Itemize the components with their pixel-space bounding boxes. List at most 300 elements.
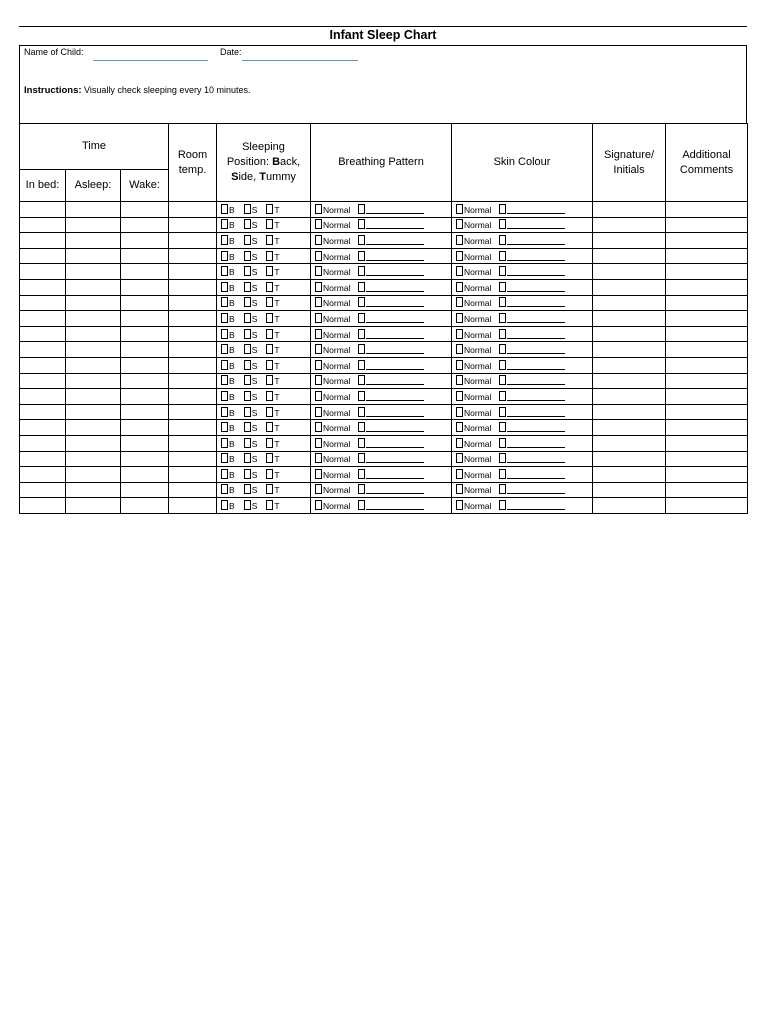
back-checkbox[interactable] (221, 219, 228, 229)
comments-cell[interactable] (666, 498, 748, 514)
signature-cell[interactable] (593, 420, 666, 436)
room-temp-cell[interactable] (169, 357, 217, 373)
breathing-other-checkbox[interactable] (358, 500, 365, 510)
room-temp-cell[interactable] (169, 295, 217, 311)
room-temp-cell[interactable] (169, 264, 217, 280)
skin-other-checkbox[interactable] (499, 500, 506, 510)
wake-cell[interactable] (121, 326, 169, 342)
wake-cell[interactable] (121, 435, 169, 451)
signature-cell[interactable] (593, 233, 666, 249)
signature-cell[interactable] (593, 482, 666, 498)
side-checkbox[interactable] (244, 500, 251, 510)
comments-cell[interactable] (666, 248, 748, 264)
room-temp-cell[interactable] (169, 373, 217, 389)
breathing-other-field[interactable] (366, 346, 424, 354)
side-checkbox[interactable] (244, 219, 251, 229)
breathing-other-field[interactable] (366, 362, 424, 370)
in-bed-cell[interactable] (20, 264, 66, 280)
skin-other-field[interactable] (507, 471, 565, 479)
breathing-other-checkbox[interactable] (358, 453, 365, 463)
in-bed-cell[interactable] (20, 279, 66, 295)
breathing-other-field[interactable] (366, 440, 424, 448)
skin-other-checkbox[interactable] (499, 329, 506, 339)
comments-cell[interactable] (666, 357, 748, 373)
signature-cell[interactable] (593, 435, 666, 451)
skin-other-checkbox[interactable] (499, 204, 506, 214)
wake-cell[interactable] (121, 498, 169, 514)
comments-cell[interactable] (666, 467, 748, 483)
tummy-checkbox[interactable] (266, 484, 273, 494)
asleep-cell[interactable] (66, 451, 121, 467)
tummy-checkbox[interactable] (266, 219, 273, 229)
in-bed-cell[interactable] (20, 451, 66, 467)
wake-cell[interactable] (121, 264, 169, 280)
breathing-other-field[interactable] (366, 502, 424, 510)
skin-other-field[interactable] (507, 377, 565, 385)
side-checkbox[interactable] (244, 391, 251, 401)
breathing-other-checkbox[interactable] (358, 375, 365, 385)
asleep-cell[interactable] (66, 233, 121, 249)
side-checkbox[interactable] (244, 453, 251, 463)
room-temp-cell[interactable] (169, 404, 217, 420)
skin-other-checkbox[interactable] (499, 360, 506, 370)
comments-cell[interactable] (666, 295, 748, 311)
side-checkbox[interactable] (244, 329, 251, 339)
asleep-cell[interactable] (66, 482, 121, 498)
comments-cell[interactable] (666, 451, 748, 467)
breathing-other-checkbox[interactable] (358, 235, 365, 245)
skin-normal-checkbox[interactable] (456, 282, 463, 292)
signature-cell[interactable] (593, 311, 666, 327)
breathing-other-field[interactable] (366, 268, 424, 276)
signature-cell[interactable] (593, 295, 666, 311)
back-checkbox[interactable] (221, 344, 228, 354)
breathing-other-checkbox[interactable] (358, 282, 365, 292)
breathing-other-checkbox[interactable] (358, 251, 365, 261)
comments-cell[interactable] (666, 279, 748, 295)
breathing-normal-checkbox[interactable] (315, 422, 322, 432)
comments-cell[interactable] (666, 435, 748, 451)
room-temp-cell[interactable] (169, 217, 217, 233)
signature-cell[interactable] (593, 202, 666, 218)
asleep-cell[interactable] (66, 264, 121, 280)
back-checkbox[interactable] (221, 407, 228, 417)
back-checkbox[interactable] (221, 422, 228, 432)
signature-cell[interactable] (593, 373, 666, 389)
asleep-cell[interactable] (66, 498, 121, 514)
comments-cell[interactable] (666, 311, 748, 327)
comments-cell[interactable] (666, 373, 748, 389)
skin-other-checkbox[interactable] (499, 282, 506, 292)
breathing-other-field[interactable] (366, 455, 424, 463)
side-checkbox[interactable] (244, 469, 251, 479)
wake-cell[interactable] (121, 389, 169, 405)
back-checkbox[interactable] (221, 282, 228, 292)
tummy-checkbox[interactable] (266, 313, 273, 323)
skin-normal-checkbox[interactable] (456, 344, 463, 354)
side-checkbox[interactable] (244, 407, 251, 417)
wake-cell[interactable] (121, 233, 169, 249)
skin-normal-checkbox[interactable] (456, 500, 463, 510)
skin-other-checkbox[interactable] (499, 375, 506, 385)
in-bed-cell[interactable] (20, 467, 66, 483)
breathing-other-field[interactable] (366, 299, 424, 307)
breathing-other-checkbox[interactable] (358, 438, 365, 448)
wake-cell[interactable] (121, 342, 169, 358)
room-temp-cell[interactable] (169, 326, 217, 342)
breathing-other-field[interactable] (366, 237, 424, 245)
breathing-normal-checkbox[interactable] (315, 251, 322, 261)
breathing-other-checkbox[interactable] (358, 297, 365, 307)
tummy-checkbox[interactable] (266, 500, 273, 510)
in-bed-cell[interactable] (20, 342, 66, 358)
skin-other-checkbox[interactable] (499, 251, 506, 261)
breathing-other-checkbox[interactable] (358, 484, 365, 494)
room-temp-cell[interactable] (169, 498, 217, 514)
breathing-other-field[interactable] (366, 315, 424, 323)
breathing-other-field[interactable] (366, 331, 424, 339)
skin-normal-checkbox[interactable] (456, 297, 463, 307)
comments-cell[interactable] (666, 389, 748, 405)
tummy-checkbox[interactable] (266, 235, 273, 245)
breathing-other-checkbox[interactable] (358, 360, 365, 370)
skin-other-checkbox[interactable] (499, 235, 506, 245)
breathing-other-field[interactable] (366, 424, 424, 432)
wake-cell[interactable] (121, 482, 169, 498)
back-checkbox[interactable] (221, 391, 228, 401)
skin-normal-checkbox[interactable] (456, 469, 463, 479)
wake-cell[interactable] (121, 279, 169, 295)
skin-other-field[interactable] (507, 253, 565, 261)
back-checkbox[interactable] (221, 297, 228, 307)
skin-other-checkbox[interactable] (499, 484, 506, 494)
signature-cell[interactable] (593, 404, 666, 420)
skin-other-field[interactable] (507, 268, 565, 276)
in-bed-cell[interactable] (20, 482, 66, 498)
tummy-checkbox[interactable] (266, 422, 273, 432)
in-bed-cell[interactable] (20, 233, 66, 249)
asleep-cell[interactable] (66, 420, 121, 436)
tummy-checkbox[interactable] (266, 297, 273, 307)
in-bed-cell[interactable] (20, 404, 66, 420)
skin-other-field[interactable] (507, 315, 565, 323)
skin-other-field[interactable] (507, 284, 565, 292)
wake-cell[interactable] (121, 420, 169, 436)
breathing-other-field[interactable] (366, 471, 424, 479)
breathing-normal-checkbox[interactable] (315, 204, 322, 214)
skin-other-field[interactable] (507, 331, 565, 339)
signature-cell[interactable] (593, 248, 666, 264)
skin-other-checkbox[interactable] (499, 407, 506, 417)
room-temp-cell[interactable] (169, 342, 217, 358)
breathing-other-field[interactable] (366, 221, 424, 229)
in-bed-cell[interactable] (20, 248, 66, 264)
breathing-normal-checkbox[interactable] (315, 282, 322, 292)
room-temp-cell[interactable] (169, 435, 217, 451)
wake-cell[interactable] (121, 217, 169, 233)
skin-normal-checkbox[interactable] (456, 266, 463, 276)
skin-other-field[interactable] (507, 486, 565, 494)
comments-cell[interactable] (666, 217, 748, 233)
date-field[interactable] (242, 60, 358, 61)
comments-cell[interactable] (666, 233, 748, 249)
breathing-normal-checkbox[interactable] (315, 484, 322, 494)
breathing-normal-checkbox[interactable] (315, 266, 322, 276)
breathing-other-field[interactable] (366, 253, 424, 261)
back-checkbox[interactable] (221, 251, 228, 261)
side-checkbox[interactable] (244, 422, 251, 432)
breathing-normal-checkbox[interactable] (315, 329, 322, 339)
breathing-normal-checkbox[interactable] (315, 469, 322, 479)
skin-normal-checkbox[interactable] (456, 235, 463, 245)
in-bed-cell[interactable] (20, 498, 66, 514)
side-checkbox[interactable] (244, 282, 251, 292)
breathing-other-checkbox[interactable] (358, 344, 365, 354)
back-checkbox[interactable] (221, 329, 228, 339)
breathing-other-field[interactable] (366, 284, 424, 292)
tummy-checkbox[interactable] (266, 344, 273, 354)
in-bed-cell[interactable] (20, 389, 66, 405)
breathing-other-field[interactable] (366, 206, 424, 214)
comments-cell[interactable] (666, 420, 748, 436)
back-checkbox[interactable] (221, 313, 228, 323)
skin-normal-checkbox[interactable] (456, 329, 463, 339)
comments-cell[interactable] (666, 264, 748, 280)
asleep-cell[interactable] (66, 248, 121, 264)
in-bed-cell[interactable] (20, 357, 66, 373)
back-checkbox[interactable] (221, 438, 228, 448)
back-checkbox[interactable] (221, 453, 228, 463)
tummy-checkbox[interactable] (266, 329, 273, 339)
skin-other-field[interactable] (507, 362, 565, 370)
tummy-checkbox[interactable] (266, 469, 273, 479)
breathing-other-checkbox[interactable] (358, 329, 365, 339)
in-bed-cell[interactable] (20, 373, 66, 389)
skin-other-checkbox[interactable] (499, 344, 506, 354)
skin-normal-checkbox[interactable] (456, 219, 463, 229)
room-temp-cell[interactable] (169, 451, 217, 467)
skin-normal-checkbox[interactable] (456, 313, 463, 323)
tummy-checkbox[interactable] (266, 438, 273, 448)
skin-normal-checkbox[interactable] (456, 422, 463, 432)
skin-other-checkbox[interactable] (499, 391, 506, 401)
breathing-normal-checkbox[interactable] (315, 297, 322, 307)
back-checkbox[interactable] (221, 469, 228, 479)
asleep-cell[interactable] (66, 373, 121, 389)
asleep-cell[interactable] (66, 357, 121, 373)
asleep-cell[interactable] (66, 404, 121, 420)
skin-normal-checkbox[interactable] (456, 484, 463, 494)
asleep-cell[interactable] (66, 326, 121, 342)
room-temp-cell[interactable] (169, 482, 217, 498)
skin-other-field[interactable] (507, 393, 565, 401)
breathing-other-checkbox[interactable] (358, 469, 365, 479)
room-temp-cell[interactable] (169, 389, 217, 405)
breathing-other-field[interactable] (366, 486, 424, 494)
tummy-checkbox[interactable] (266, 266, 273, 276)
tummy-checkbox[interactable] (266, 453, 273, 463)
room-temp-cell[interactable] (169, 467, 217, 483)
in-bed-cell[interactable] (20, 311, 66, 327)
skin-other-checkbox[interactable] (499, 422, 506, 432)
signature-cell[interactable] (593, 217, 666, 233)
tummy-checkbox[interactable] (266, 407, 273, 417)
wake-cell[interactable] (121, 311, 169, 327)
in-bed-cell[interactable] (20, 326, 66, 342)
tummy-checkbox[interactable] (266, 360, 273, 370)
breathing-other-checkbox[interactable] (358, 407, 365, 417)
skin-normal-checkbox[interactable] (456, 375, 463, 385)
skin-normal-checkbox[interactable] (456, 407, 463, 417)
room-temp-cell[interactable] (169, 279, 217, 295)
side-checkbox[interactable] (244, 235, 251, 245)
tummy-checkbox[interactable] (266, 391, 273, 401)
asleep-cell[interactable] (66, 467, 121, 483)
asleep-cell[interactable] (66, 389, 121, 405)
signature-cell[interactable] (593, 498, 666, 514)
skin-other-field[interactable] (507, 237, 565, 245)
asleep-cell[interactable] (66, 202, 121, 218)
side-checkbox[interactable] (244, 266, 251, 276)
signature-cell[interactable] (593, 342, 666, 358)
breathing-normal-checkbox[interactable] (315, 438, 322, 448)
asleep-cell[interactable] (66, 342, 121, 358)
breathing-normal-checkbox[interactable] (315, 344, 322, 354)
wake-cell[interactable] (121, 202, 169, 218)
breathing-other-checkbox[interactable] (358, 391, 365, 401)
skin-normal-checkbox[interactable] (456, 391, 463, 401)
in-bed-cell[interactable] (20, 435, 66, 451)
tummy-checkbox[interactable] (266, 251, 273, 261)
room-temp-cell[interactable] (169, 311, 217, 327)
breathing-normal-checkbox[interactable] (315, 313, 322, 323)
wake-cell[interactable] (121, 467, 169, 483)
signature-cell[interactable] (593, 451, 666, 467)
name-of-child-field[interactable] (93, 60, 208, 61)
back-checkbox[interactable] (221, 484, 228, 494)
wake-cell[interactable] (121, 451, 169, 467)
room-temp-cell[interactable] (169, 248, 217, 264)
skin-normal-checkbox[interactable] (456, 204, 463, 214)
side-checkbox[interactable] (244, 360, 251, 370)
skin-other-checkbox[interactable] (499, 469, 506, 479)
skin-other-field[interactable] (507, 424, 565, 432)
side-checkbox[interactable] (244, 251, 251, 261)
skin-other-checkbox[interactable] (499, 297, 506, 307)
room-temp-cell[interactable] (169, 420, 217, 436)
breathing-other-checkbox[interactable] (358, 266, 365, 276)
skin-other-field[interactable] (507, 440, 565, 448)
breathing-other-field[interactable] (366, 409, 424, 417)
room-temp-cell[interactable] (169, 233, 217, 249)
back-checkbox[interactable] (221, 500, 228, 510)
breathing-other-field[interactable] (366, 393, 424, 401)
signature-cell[interactable] (593, 264, 666, 280)
skin-other-field[interactable] (507, 502, 565, 510)
asleep-cell[interactable] (66, 279, 121, 295)
breathing-normal-checkbox[interactable] (315, 360, 322, 370)
side-checkbox[interactable] (244, 484, 251, 494)
skin-other-field[interactable] (507, 455, 565, 463)
wake-cell[interactable] (121, 295, 169, 311)
skin-normal-checkbox[interactable] (456, 453, 463, 463)
tummy-checkbox[interactable] (266, 282, 273, 292)
side-checkbox[interactable] (244, 438, 251, 448)
signature-cell[interactable] (593, 389, 666, 405)
side-checkbox[interactable] (244, 204, 251, 214)
breathing-normal-checkbox[interactable] (315, 391, 322, 401)
breathing-other-field[interactable] (366, 377, 424, 385)
in-bed-cell[interactable] (20, 420, 66, 436)
skin-normal-checkbox[interactable] (456, 360, 463, 370)
side-checkbox[interactable] (244, 297, 251, 307)
wake-cell[interactable] (121, 357, 169, 373)
in-bed-cell[interactable] (20, 202, 66, 218)
breathing-other-checkbox[interactable] (358, 422, 365, 432)
breathing-normal-checkbox[interactable] (315, 375, 322, 385)
signature-cell[interactable] (593, 326, 666, 342)
breathing-normal-checkbox[interactable] (315, 407, 322, 417)
back-checkbox[interactable] (221, 235, 228, 245)
asleep-cell[interactable] (66, 217, 121, 233)
breathing-normal-checkbox[interactable] (315, 500, 322, 510)
skin-other-checkbox[interactable] (499, 438, 506, 448)
breathing-other-checkbox[interactable] (358, 204, 365, 214)
side-checkbox[interactable] (244, 375, 251, 385)
breathing-other-checkbox[interactable] (358, 313, 365, 323)
asleep-cell[interactable] (66, 435, 121, 451)
skin-other-checkbox[interactable] (499, 313, 506, 323)
comments-cell[interactable] (666, 342, 748, 358)
skin-other-field[interactable] (507, 221, 565, 229)
skin-normal-checkbox[interactable] (456, 438, 463, 448)
back-checkbox[interactable] (221, 360, 228, 370)
comments-cell[interactable] (666, 404, 748, 420)
tummy-checkbox[interactable] (266, 204, 273, 214)
breathing-normal-checkbox[interactable] (315, 219, 322, 229)
skin-other-field[interactable] (507, 409, 565, 417)
breathing-normal-checkbox[interactable] (315, 235, 322, 245)
skin-other-field[interactable] (507, 299, 565, 307)
skin-other-field[interactable] (507, 206, 565, 214)
comments-cell[interactable] (666, 202, 748, 218)
asleep-cell[interactable] (66, 311, 121, 327)
breathing-other-checkbox[interactable] (358, 219, 365, 229)
back-checkbox[interactable] (221, 266, 228, 276)
signature-cell[interactable] (593, 467, 666, 483)
wake-cell[interactable] (121, 248, 169, 264)
skin-other-checkbox[interactable] (499, 453, 506, 463)
back-checkbox[interactable] (221, 375, 228, 385)
breathing-normal-checkbox[interactable] (315, 453, 322, 463)
side-checkbox[interactable] (244, 344, 251, 354)
skin-normal-checkbox[interactable] (456, 251, 463, 261)
tummy-checkbox[interactable] (266, 375, 273, 385)
room-temp-cell[interactable] (169, 202, 217, 218)
in-bed-cell[interactable] (20, 295, 66, 311)
side-checkbox[interactable] (244, 313, 251, 323)
comments-cell[interactable] (666, 326, 748, 342)
back-checkbox[interactable] (221, 204, 228, 214)
comments-cell[interactable] (666, 482, 748, 498)
wake-cell[interactable] (121, 373, 169, 389)
skin-other-checkbox[interactable] (499, 219, 506, 229)
skin-other-field[interactable] (507, 346, 565, 354)
signature-cell[interactable] (593, 279, 666, 295)
in-bed-cell[interactable] (20, 217, 66, 233)
signature-cell[interactable] (593, 357, 666, 373)
skin-other-checkbox[interactable] (499, 266, 506, 276)
